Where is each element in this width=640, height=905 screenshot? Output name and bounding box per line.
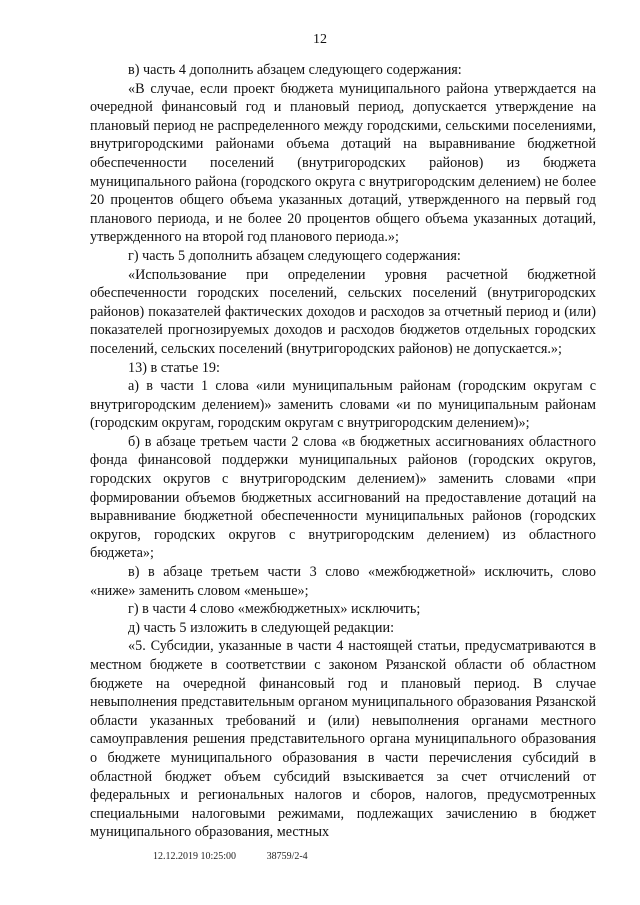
footer-timestamp: 12.12.2019 10:25:00 [153, 851, 237, 862]
page-footer [153, 851, 308, 862]
paragraph-item-d: д) часть 5 изложить в следующей редакции: [128, 619, 395, 636]
paragraph-item-a: а) в части 1 слова «или муниципальным районам (городским округам с внутригородским делением)» заменить словами «и по муниципальным районам (городским округам, городским округам с внутригородским делением)»; [90, 378, 596, 432]
paragraph-amend-part5: г) часть 5 дополнить абзацем следующего содержания: [128, 247, 461, 264]
paragraph-item-b: б) в абзаце третьем части 2 слова «в бюджетных ассигнованиях областного фонда финансовой поддержки муниципальных районов (городских округов, городских округов с внутригородским делением)» заменить словами «при формировании объемов бюджетных ассигнований на предоставление дотаций на выравнивание бюджетной обеспеченности муниципальных районов (городских округов, городских округов с внутригородским делением) из областного бюджета»; [90, 433, 596, 562]
document-body [90, 61, 596, 842]
paragraph-amend-part4: в) часть 4 дополнить абзацем следующего содержания: [128, 62, 462, 78]
page-number: 12 [313, 32, 327, 47]
paragraph-article-19: 13) в статье 19: [128, 359, 220, 376]
paragraph-planned-period: «В случае, если проект бюджета муниципального района утверждается на очередной финансовый год и плановый период, допускается утверждение на плановый период не распределенного между городскими, сельскими поселениями, внутригородскими районами объема дотаций на выравнивание бюджетной обеспеченности поселений (внутригородских районов) из бюджета муниципального района (городского округа с внутригородским делением) не более 20 процентов общего объема указанных дотаций, утвержденного на первый год планового периода, и не более 20 процентов общего объема указанных дотаций, утвержденного на второй год планового периода.»; [90, 80, 596, 246]
paragraph-item-v: в) в абзаце третьем части 3 слово «межбюджетной» исключить, слово «ниже» заменить словом «меньше»; [90, 564, 596, 599]
paragraph-fiscal-capacity: «Использование при определении уровня расчетной бюджетной обеспеченности городских поселений, сельских поселений (внутригородских районов) показателей фактических доходов и расходов за отчетный период и (или) показателей прогнозируемых доходов и расходов бюджетов отдельных городских поселений, сельских поселений (внутригородских районов) не допускается.»; [90, 266, 596, 357]
paragraph-subsidies: «5. Субсидии, указанные в части 4 настоящей статьи, предусматриваются в местном бюджете в соответствии с законом Рязанской области об областном бюджете на очередной финансовый год и плановый период. В случае невыполнения представительным органом муниципального образования Рязанской области указанных требований и (или) невыполнения органами местного самоуправления решения представительного органа муниципального образования о бюджете муниципального образования в части перечисления субсидий в областной бюджет объем субсидий взыскивается за счет отчислений от федеральных и региональных налогов и сборов, налогов, предусмотренных специальными налоговыми режимами, подлежащих зачислению в бюджет муниципального образования, местных [90, 638, 596, 841]
footer-document-code: 38759/2-4 [266, 851, 308, 862]
paragraph-item-g: г) в части 4 слово «межбюджетных» исключить; [128, 601, 421, 618]
